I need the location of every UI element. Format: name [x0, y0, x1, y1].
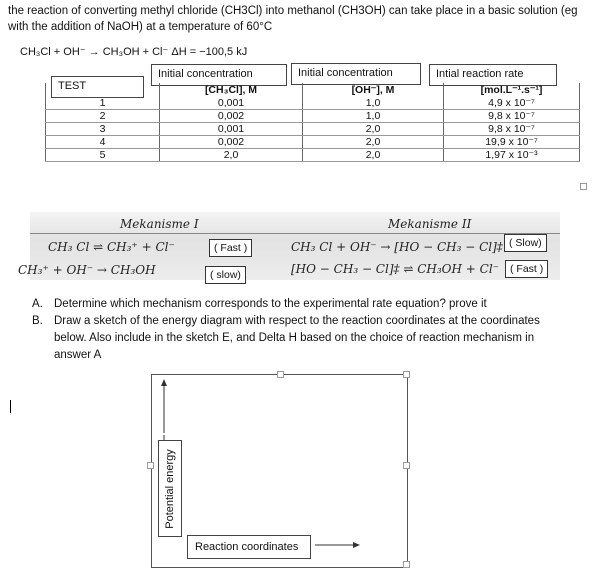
table-row: [46, 136, 580, 149]
mechanism-1-step-2-tag: ( slow): [205, 266, 246, 284]
intro-text: the reaction of converting methyl chloride (CH3Cl) into methanol (CH3OH) can take place in a basic solution (eg with the addition of NaOH) at a temperature of 60°C: [8, 5, 578, 33]
table-row: [46, 97, 580, 110]
table-cell: 2,0: [303, 123, 444, 136]
table-cell: 4: [46, 136, 160, 149]
table-cell: 1,0: [303, 110, 444, 123]
resize-handle[interactable]: [580, 183, 587, 190]
question-b-text: Draw a sketch of the energy diagram with respect to the reaction coordinates at the coordinates below. Also include in the sketch E, and Delta H based on the choice of reaction mechanism in answer A: [54, 315, 540, 361]
header-conc-ch3cl: Initial concentration: [151, 64, 287, 86]
x-axis-label-box: Reaction coordinates: [187, 535, 311, 559]
table-cell: 2,0: [303, 136, 444, 149]
y-axis-label-box: [158, 440, 182, 537]
question-a-text: Determine which mechanism corresponds to the experimental rate equation? prove it: [54, 298, 487, 310]
mechanism-1-title: Mekanisme I: [120, 217, 199, 231]
table-cell: [OH⁻], M: [303, 83, 444, 97]
reaction-equation: CH₃Cl + OH⁻ → CH₃OH + Cl⁻ ΔH = −100,5 kJ: [20, 46, 248, 58]
table-cell: 1,0: [303, 97, 444, 110]
table-cell: 0,002: [160, 136, 303, 149]
table-cell: 0,001: [160, 123, 303, 136]
mechanism-1-step-1: CH₃ Cl ⇌ CH₃⁺ + Cl⁻: [48, 240, 175, 254]
table-cell: 4,9 x 10⁻⁷: [444, 97, 580, 110]
table-cell: 9,8 x 10⁻⁷: [444, 110, 580, 123]
question-list: [32, 296, 572, 364]
question-a: [32, 296, 572, 313]
x-arrow-head: [353, 542, 360, 548]
table-cell: 1,97 x 10⁻³: [444, 149, 580, 162]
table-cell: [mol.L⁻¹.s⁻¹]: [444, 83, 580, 97]
mechanism-2-step-1: CH₃ Cl + OH⁻ → [HO − CH₃ − Cl]‡: [291, 240, 503, 254]
table-cell: 5: [46, 149, 160, 162]
table-cell: 1: [46, 97, 160, 110]
question-b-label: B.: [32, 315, 43, 327]
table-cell: 2,0: [303, 149, 444, 162]
table-cell: 2: [46, 110, 160, 123]
table-row: [46, 149, 580, 162]
table-cell: 0,001: [160, 97, 303, 110]
header-rate: Intial reaction rate: [429, 64, 557, 86]
table-cell: [CH₃Cl], M: [160, 83, 303, 97]
table-units-row: [46, 83, 580, 97]
y-arrow-head: [161, 379, 167, 386]
mechanism-1-step-2: CH₃⁺ + OH⁻ → CH₃OH: [18, 263, 156, 277]
table-row: [46, 110, 580, 123]
y-axis-label: Potential energy: [164, 448, 176, 529]
mechanism-1-step-1-tag: ( Fast ): [209, 239, 252, 257]
text-cursor: [10, 400, 11, 413]
table-cell: [46, 83, 160, 97]
header-test: TEST: [51, 76, 144, 98]
question-b: [32, 313, 572, 364]
header-conc-oh: Initial concentration: [291, 63, 421, 85]
table-cell: 3: [46, 123, 160, 136]
mechanism-2-step-2-tag: ( Fast ): [505, 260, 548, 278]
table-cell: 9,8 x 10⁻⁷: [444, 123, 580, 136]
rate-table: [45, 83, 580, 162]
divider: [30, 233, 560, 234]
table-row: [46, 123, 580, 136]
mechanism-2-step-1-tag: ( Slow): [504, 234, 547, 252]
table-cell: 2,0: [160, 149, 303, 162]
table-cell: 0,002: [160, 110, 303, 123]
mechanism-2-step-2: [HO − CH₃ − Cl]‡ ⇌ CH₃OH + Cl⁻: [291, 262, 499, 276]
table-cell: 19,9 x 10⁻⁷: [444, 136, 580, 149]
mechanism-2-title: Mekanisme II: [388, 217, 472, 231]
question-a-label: A.: [32, 298, 43, 310]
